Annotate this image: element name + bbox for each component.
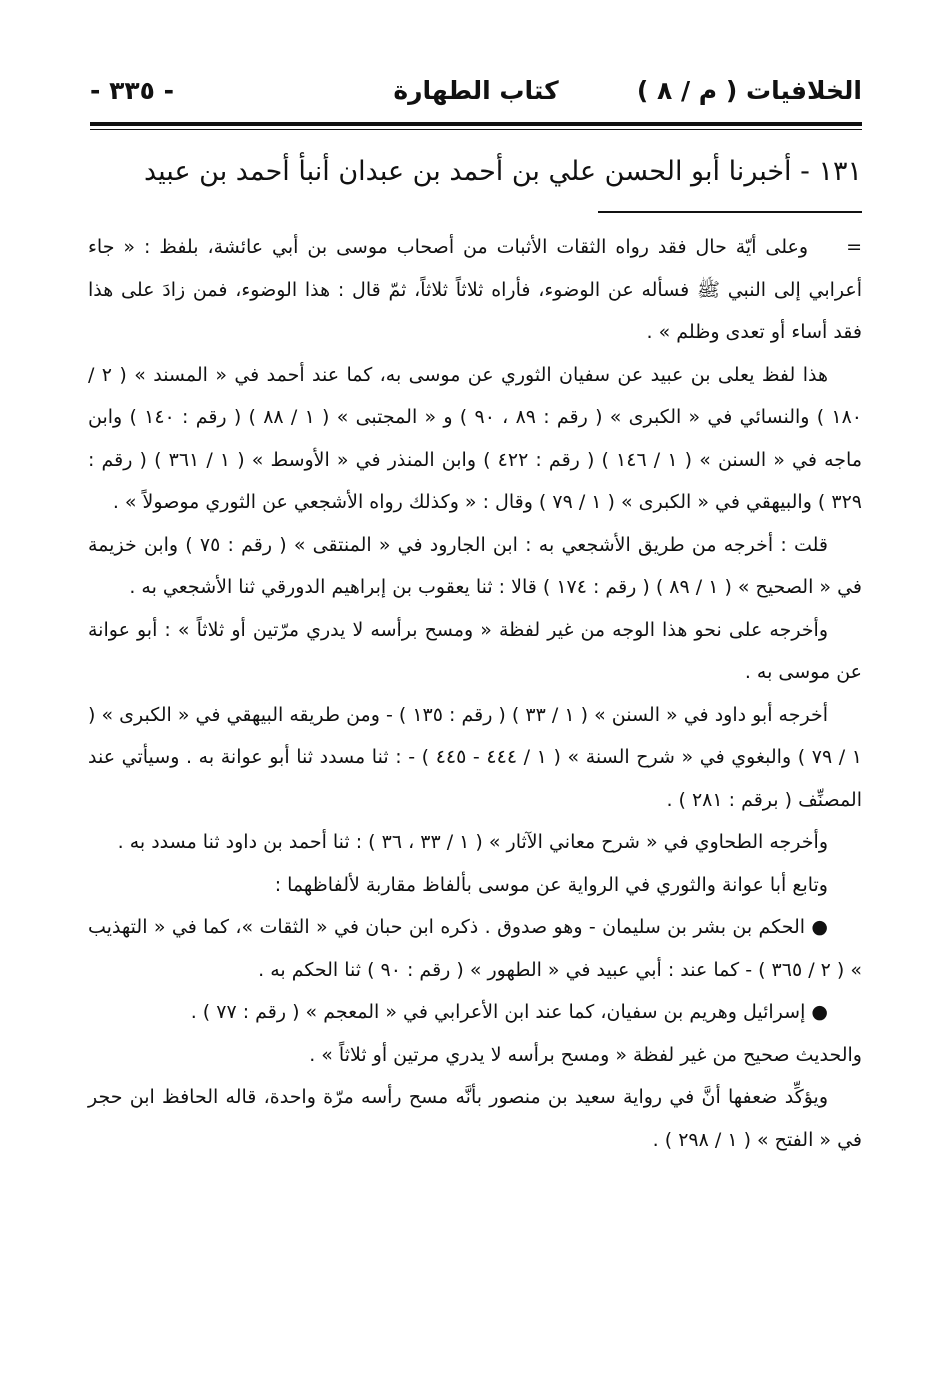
header-rule-thick (90, 122, 862, 126)
hadith-isnad-line: ١٣١ - أخبرنا أبو الحسن علي بن أحمد بن عبدان أنبأ أحمد بن عبيد (143, 156, 862, 187)
footnote-paragraph: وأخرجه الطحاوي في « شرح معاني الآثار » ( ١ / ٣٣ ، ٣٦ ) : ثنا أحمد بن داود ثنا مسدد به . (117, 831, 828, 853)
page-number: - ٣٣٥ - (90, 76, 174, 105)
page-header (90, 70, 862, 114)
footnote-paragraph: والحديث صحيح من غير لفظة « ومسح برأسه لا يدري مرتين أو ثلاثاً » . (309, 1043, 862, 1066)
footnote-bullet-item: ● إسرائيل وهريم بن سفيان، كما عند ابن الأعرابي في « المعجم » ( رقم : ٧٧ ) . (190, 1001, 828, 1023)
footnote-paragraph: ويؤكِّد ضعفها أنَّ في رواية سعيد بن منصور بأنَّه مسح رأسه مرّة واحدة، قاله الحافظ ابن حجر في « الفتح » ( ١ / ٢٩٨ ) . (88, 1086, 862, 1151)
footnote-paragraph: أخرجه أبو داود في « السنن » ( ١ / ٣٣ ) ( رقم : ١٣٥ ) - ومن طريقه البيهقي في « الكبرى » ( ١ / ٧٩ ) والبغوي في « شرح السنة » ( ١ / ٤٤٤ - ٤٤٥ ) - : ثنا مسدد ثنا أبو عوانة به . وسيأتي عند المصنِّف ( برقم : ٢٨١ ) . (88, 703, 863, 811)
footnote-paragraph (88, 226, 862, 354)
running-title: الخلافيات ( م / ٨ ) (636, 76, 862, 105)
footnotes-section (88, 226, 862, 1161)
footnote-separator (598, 211, 862, 213)
continuation-marker: = (846, 236, 862, 258)
footnote-paragraph: وتابع أبا عوانة والثوري في الرواية عن موسى بألفاظ مقاربة لألفاظهما : (274, 873, 828, 896)
footnote-bullet-item: ● الحكم بن بشر بن سليمان - وهو صدوق . ذكره ابن حبان في « الثقات »، كما في « التهذيب » ( ٢ / ٣٦٥ ) - كما عند : أبي عبيد في « الطهور » ( رقم : ٩٠ ) ثنا الحكم به . (88, 916, 862, 981)
header-rule-thin (90, 129, 862, 130)
footnote-text: وعلى أيّة حال فقد رواه الثقات الأثبات من أصحاب موسى بن أبي عائشة، بلفظ : « جاء أعرابي إلى النبي ﷺ فسأله عن الوضوء، فأراه ثلاثاً ثلاثاً، ثمّ قال : هذا الوضوء، فمن زادَ على هذا فقد أساء أو تعدى وظلم » . (88, 236, 862, 343)
footnote-paragraph: وأخرجه على نحو هذا الوجه من غير لفظة « ومسح برأسه لا يدري مرّتين أو ثلاثاً » : أبو عوانة عن موسى به . (88, 618, 862, 683)
footnote-paragraph: قلت : أخرجه من طريق الأشجعي به : ابن الجارود في « المنتقى » ( رقم : ٧٥ ) وابن خزيمة في « الصحيح » ( ١ / ٨٩ ) ( رقم : ١٧٤ ) قالا : ثنا يعقوب بن إبراهيم الدورقي ثنا الأشجعي به . (88, 533, 862, 598)
chapter-title: كتاب الطهارة (393, 76, 559, 105)
footnote-paragraph: هذا لفظ يعلى بن عبيد عن سفيان الثوري عن موسى به، كما عند أحمد في « المسند » ( ٢ / ١٨٠ ) والنسائي في « الكبرى » ( رقم : ٨٩ ، ٩٠ ) و « المجتبى » ( ١ / ٨٨ ) ( رقم : ١٤٠ ) وابن ماجه في « السنن » ( ١ / ١٤٦ ) ( رقم : ٤٢٢ ) وابن المنذر في « الأوسط » ( ١ / ٣٦١ ) ( رقم : ٣٢٩ ) والبيهقي في « الكبرى » ( ١ / ٧٩ ) وقال : « وكذلك رواه الأشجعي عن الثوري موصولاً » . (88, 363, 863, 513)
